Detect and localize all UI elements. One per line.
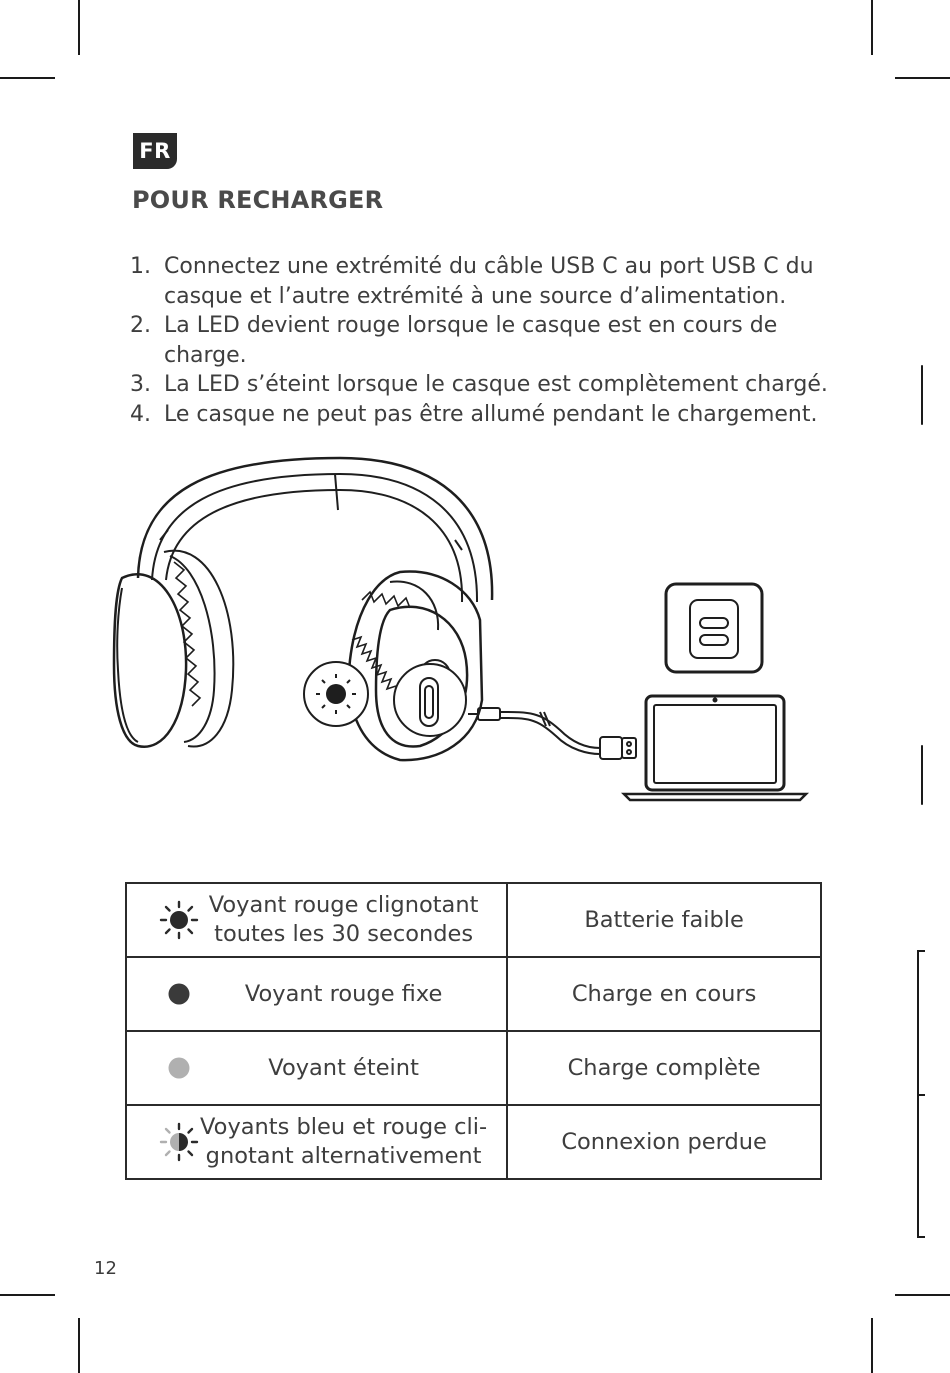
crop-mark (78, 1318, 80, 1373)
meaning-cell: Batterie faible (507, 883, 821, 957)
status-text: Voyants bleu et rouge cli-gnotant alternativement (200, 1114, 488, 1169)
binding-mark (921, 745, 923, 805)
status-cell (126, 883, 507, 957)
step-text: La LED devient rouge lorsque le casque est en cours de charge. (164, 313, 778, 368)
binding-mark (917, 1236, 925, 1238)
crop-mark (871, 1318, 873, 1373)
step-text: La LED s’éteint lorsque le casque est complètement chargé. (164, 372, 828, 397)
usb-cable-icon (468, 708, 636, 759)
binding-mark (917, 1094, 925, 1096)
step-text: Le casque ne peut pas être allumé pendant le chargement. (164, 401, 818, 427)
table-row (126, 883, 821, 957)
crop-mark (0, 1294, 55, 1296)
section-heading: POUR RECHARGER (132, 186, 384, 214)
crop-mark (871, 0, 873, 55)
crop-mark (895, 1294, 950, 1296)
led-status-table (125, 882, 822, 1180)
table-row (126, 957, 821, 1031)
meaning-cell: Charge en cours (507, 957, 821, 1031)
crop-mark (0, 77, 55, 79)
step-number: 3. (130, 372, 151, 397)
blinking-blue-red-led-icon (159, 1122, 199, 1162)
status-cell (126, 1105, 507, 1179)
crop-mark (78, 0, 80, 55)
step-text: Connectez une extrémité du câble USB C au port USB C du casque et l’autre extrémité à une source d’alimentation. (164, 254, 814, 309)
charging-illustration (100, 450, 820, 810)
status-text: Voyant éteint (268, 1054, 419, 1081)
meaning-cell: Charge complète (507, 1031, 821, 1105)
table-row (126, 1105, 821, 1179)
table-row (126, 1031, 821, 1105)
binding-mark (921, 365, 923, 425)
language-badge: FR (133, 133, 177, 169)
wall-charger-icon (666, 584, 762, 672)
list-item (130, 370, 830, 400)
instruction-list (130, 252, 830, 429)
step-number: 1. (130, 254, 151, 279)
laptop-icon (624, 696, 806, 800)
usb-c-port-icon (394, 664, 466, 736)
status-cell (126, 957, 507, 1031)
status-cell (126, 1031, 507, 1105)
list-item (130, 400, 830, 430)
meaning-cell: Connexion perdue (507, 1105, 821, 1179)
binding-mark (917, 950, 925, 952)
solid-red-led-icon (159, 974, 199, 1014)
list-item (130, 252, 830, 311)
list-item (130, 311, 830, 370)
led-off-icon (159, 1048, 199, 1088)
blinking-red-led-icon (159, 900, 199, 940)
status-text: Voyant rouge fixe (244, 980, 443, 1007)
page-number: 12 (94, 1258, 117, 1279)
led-blink-icon (304, 662, 368, 726)
crop-mark (895, 77, 950, 79)
step-number: 2. (130, 313, 151, 338)
status-text: Voyant rouge clignotant toutes les 30 secondes (208, 892, 479, 947)
step-number: 4. (130, 401, 151, 427)
